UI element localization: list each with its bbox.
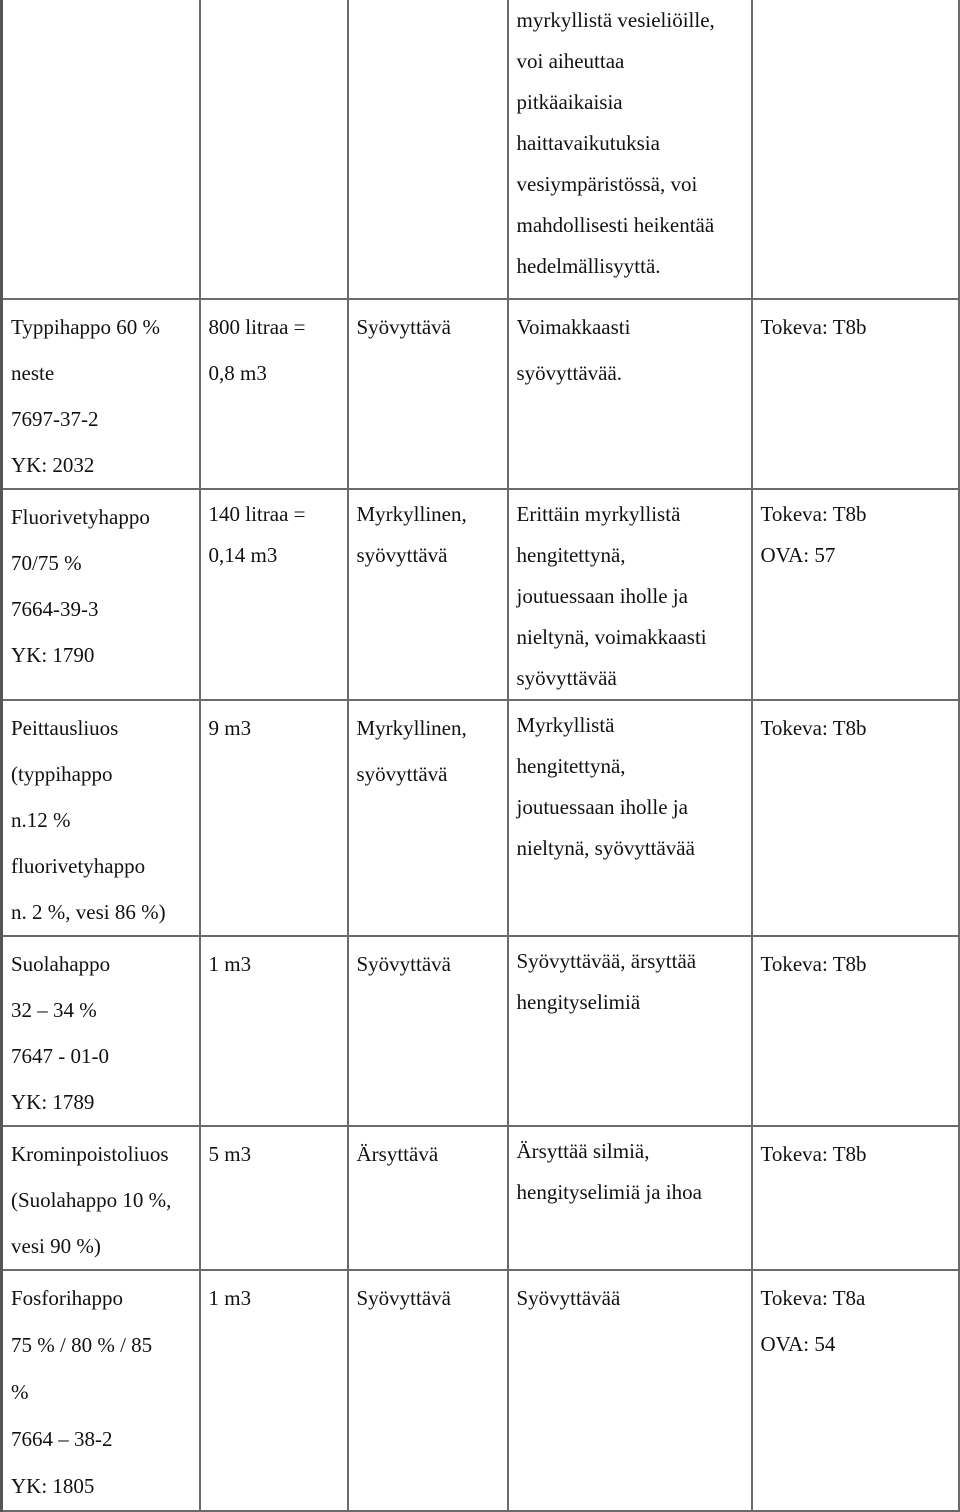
cell-hazard (508, 936, 752, 1126)
cell-text-line: YK: 1805 (11, 1474, 95, 1498)
cell-hazard (508, 1126, 752, 1270)
cell-text-line: Fosforihappo (11, 1286, 123, 1310)
cell-text-line: Syövyttävä (356, 315, 451, 339)
cell-text-line: mahdollisesti heikentää (516, 213, 715, 237)
cell-substance (2, 299, 200, 489)
cell-text-line: vesi 90 %) (11, 1234, 101, 1258)
cell-text-line: hengityselimiä ja ihoa (516, 1180, 702, 1204)
cell-text-line: hengitettynä, (516, 754, 626, 778)
cell-classification (348, 1270, 508, 1511)
cell-text-line: syövyttävä (356, 762, 448, 786)
cell-substance (2, 936, 200, 1126)
cell-text-line: 1 m3 (208, 952, 252, 976)
cell-text-line: joutuessaan iholle ja (516, 584, 688, 608)
cell-text-line: n.12 % (11, 808, 71, 832)
cell-text-line: fluorivetyhappo (11, 854, 146, 878)
cell-text-line: nieltynä, syövyttävää (516, 836, 695, 860)
cell-text-line: YK: 1789 (11, 1090, 95, 1114)
cell-text-line: Suolahappo (11, 952, 111, 976)
cell-text-line: syövyttävää (516, 666, 617, 690)
cell-text-line: Tokeva: T8b (760, 315, 867, 339)
cell-text-line: syövyttävä (356, 543, 448, 567)
cell-storage (752, 489, 959, 700)
cell-text-line: nieltynä, voimakkaasti (516, 625, 707, 649)
cell-text-line: Tokeva: T8b (760, 502, 867, 526)
cell-text-line: hengityselimiä (516, 990, 641, 1014)
cell-storage (752, 299, 959, 489)
cell-text-line: joutuessaan iholle ja (516, 795, 688, 819)
cell-substance (2, 1270, 200, 1511)
cell-hazard (508, 1270, 752, 1511)
cell-storage (752, 1270, 959, 1511)
cell-text-line: (typpihappo (11, 762, 113, 786)
cell-text-line: OVA: 57 (760, 543, 836, 567)
cell-text-line: 800 litraa = (208, 315, 306, 339)
cell-quantity (200, 936, 348, 1126)
cell-quantity (200, 489, 348, 700)
cell-text-line: Krominpoistoliuos (11, 1142, 169, 1166)
cell-storage (752, 936, 959, 1126)
cell-hazard (508, 489, 752, 700)
cell-text-line: 70/75 % (11, 551, 82, 575)
table-row (2, 299, 959, 489)
cell-text-line: syövyttävää. (516, 361, 623, 385)
cell-quantity (200, 700, 348, 936)
table-row (2, 0, 959, 299)
cell-text-line: (Suolahappo 10 %, (11, 1188, 172, 1212)
table-row (2, 1126, 959, 1270)
cell-substance (2, 489, 200, 700)
cell-classification (348, 489, 508, 700)
cell-text-line: 7664-39-3 (11, 597, 99, 621)
cell-text-line: Peittausliuos (11, 716, 119, 740)
cell-text-line: Tokeva: T8b (760, 952, 867, 976)
cell-quantity (200, 299, 348, 489)
cell-text-line: % (11, 1380, 29, 1404)
cell-text-line: OVA: 54 (760, 1332, 836, 1356)
table-row (2, 489, 959, 700)
cell-text-line: Myrkyllinen, (356, 716, 467, 740)
cell-text-line: hedelmällisyyttä. (516, 254, 661, 278)
table-row (2, 1270, 959, 1511)
cell-text-line: Tokeva: T8b (760, 716, 867, 740)
cell-text-line: 32 – 34 % (11, 998, 97, 1022)
cell-text-line: 7697-37-2 (11, 407, 99, 431)
cell-storage (752, 700, 959, 936)
cell-text-line: YK: 2032 (11, 453, 95, 477)
cell-text-line: Syövyttävää, ärsyttää (516, 949, 697, 973)
cell-classification (348, 1126, 508, 1270)
cell-classification (348, 936, 508, 1126)
cell-storage (752, 1126, 959, 1270)
cell-text-line: 7664 – 38-2 (11, 1427, 113, 1451)
cell-hazard (508, 299, 752, 489)
cell-text-line: voi aiheuttaa (516, 49, 625, 73)
cell-text-line: Myrkyllinen, (356, 502, 467, 526)
cell-substance (2, 0, 200, 299)
cell-text-line: Myrkyllistä (516, 713, 615, 737)
cell-classification (348, 299, 508, 489)
cell-text-line: 0,8 m3 (208, 361, 267, 385)
table-row (2, 936, 959, 1126)
cell-hazard (508, 0, 752, 299)
cell-storage (752, 0, 959, 299)
cell-text-line: Ärsyttää silmiä, (516, 1139, 650, 1163)
cell-text-line: Erittäin myrkyllistä (516, 502, 681, 526)
cell-text-line: Syövyttävä (356, 952, 451, 976)
cell-text-line: 9 m3 (208, 716, 252, 740)
cell-quantity (200, 1270, 348, 1511)
cell-text-line: hengitettynä, (516, 543, 626, 567)
cell-text-line: neste (11, 361, 55, 385)
cell-text-line: Ärsyttävä (356, 1142, 439, 1166)
cell-text-line: 75 % / 80 % / 85 (11, 1333, 153, 1357)
cell-text-line: vesiympäristössä, voi (516, 172, 698, 196)
cell-quantity (200, 0, 348, 299)
cell-text-line: n. 2 %, vesi 86 %) (11, 900, 166, 924)
cell-classification (348, 0, 508, 299)
cell-text-line: YK: 1790 (11, 643, 95, 667)
cell-quantity (200, 1126, 348, 1270)
cell-text-line: Fluorivetyhappo (11, 505, 150, 529)
cell-hazard (508, 700, 752, 936)
cell-text-line: 140 litraa = (208, 502, 306, 526)
table-row (2, 700, 959, 936)
cell-text-line: myrkyllistä vesieliöille, (516, 8, 715, 32)
cell-text-line: Voimakkaasti (516, 315, 631, 339)
cell-text-line: pitkäaikaisia (516, 90, 623, 114)
cell-substance (2, 1126, 200, 1270)
cell-text-line: 1 m3 (208, 1286, 252, 1310)
cell-text-line: 7647 - 01-0 (11, 1044, 109, 1068)
cell-text-line: Typpihappo 60 % (11, 315, 161, 339)
cell-substance (2, 700, 200, 936)
cell-classification (348, 700, 508, 936)
cell-text-line: Tokeva: T8b (760, 1142, 867, 1166)
cell-text-line: 0,14 m3 (208, 543, 278, 567)
cell-text-line: Tokeva: T8a (760, 1286, 866, 1310)
cell-text-line: Syövyttävää (516, 1286, 621, 1310)
cell-text-line: Syövyttävä (356, 1286, 451, 1310)
cell-text-line: 5 m3 (208, 1142, 252, 1166)
cell-text-line: haittavaikutuksia (516, 131, 660, 155)
table-body (2, 0, 959, 1511)
